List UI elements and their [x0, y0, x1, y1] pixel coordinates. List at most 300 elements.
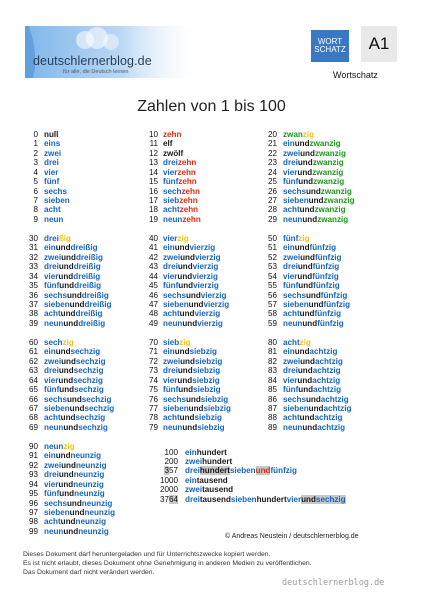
number-row [0, 338, 423, 347]
word-part: vier [283, 167, 298, 177]
word-part: und [63, 422, 79, 432]
numeral: 16 [148, 186, 158, 196]
numeral: 6 [33, 186, 38, 196]
numeral: 357 [164, 466, 178, 476]
word-part: tausend [199, 494, 231, 504]
word-part: dreißig [73, 262, 101, 272]
word-part: neunzig [73, 470, 105, 480]
word-part: und [294, 243, 310, 253]
number-row [0, 253, 423, 262]
numeral: 21 [267, 139, 277, 149]
numeral: 83 [267, 366, 277, 376]
word-part: zig [179, 338, 191, 347]
word-part: zwei [283, 252, 301, 262]
word-part: sechzig [75, 356, 106, 366]
number-row [0, 404, 423, 413]
numeral: 84 [267, 375, 277, 385]
number-word [283, 243, 336, 252]
word-part: sechs [283, 186, 306, 196]
word-part: und [185, 290, 201, 300]
word-part: siebzig [192, 366, 221, 376]
word-part: acht [283, 338, 300, 347]
word-part: sechzig [78, 422, 108, 432]
number-row [0, 423, 423, 432]
number-row [0, 485, 423, 494]
word-part: sechs [283, 290, 306, 300]
word-part: achtzig [312, 375, 341, 385]
number-word [283, 158, 344, 167]
numeral: 87 [267, 403, 277, 413]
word-part: siebzig [192, 375, 220, 385]
word-part: und [308, 299, 324, 309]
word-part: sechs [44, 394, 67, 404]
word-part: hundert [196, 447, 227, 457]
number-word [283, 187, 352, 196]
number-word [283, 281, 340, 290]
numeral: 94 [28, 479, 38, 489]
numeral: 24 [267, 167, 277, 177]
word-part: neun [283, 422, 303, 432]
word-part: und [305, 290, 321, 300]
word-part: zehn [178, 177, 197, 187]
word-part: neunzig [81, 498, 113, 508]
word-part: acht [44, 517, 61, 527]
word-part: sechzig [84, 403, 115, 413]
word-part: zwei [283, 356, 301, 366]
word-part: und [297, 262, 313, 272]
number-row [0, 527, 423, 536]
word-part: drei [163, 262, 178, 272]
numeral: 34 [28, 271, 38, 281]
number-word [283, 272, 339, 281]
word-part: dreißig [81, 290, 109, 300]
number-word [283, 338, 311, 347]
numeral: 48 [148, 309, 158, 319]
word-part: zwanzig [314, 205, 346, 215]
word-part: drei [185, 494, 200, 504]
word-part: und [298, 281, 314, 291]
word-part: neun [163, 422, 183, 432]
numeral: 59 [267, 318, 277, 328]
word-part: zwei [163, 252, 181, 262]
numeral: 41 [148, 243, 158, 253]
word-part: und [188, 299, 204, 309]
number-word [283, 357, 343, 366]
word-part: zehn [181, 186, 200, 196]
word-part: neunzig [75, 517, 107, 527]
number-row [0, 309, 423, 318]
word-part: vier [44, 375, 59, 385]
word-part: fünfzig [312, 271, 339, 281]
wortschatz-badge [311, 30, 349, 62]
word-part: achtzig [313, 385, 342, 395]
word-part: siebzig [189, 347, 217, 357]
number-word [283, 404, 351, 413]
word-part: sechs [44, 186, 67, 196]
word-part: und [69, 299, 85, 309]
word-part: und [182, 318, 198, 328]
word-part: und [308, 195, 324, 205]
numeral: 10 [148, 130, 158, 139]
word-part: fünf [283, 177, 299, 187]
word-part: hundert [199, 466, 230, 476]
numeral: 45 [148, 281, 158, 291]
number-row [0, 517, 423, 526]
word-part: acht [44, 413, 61, 423]
numeral: 19 [148, 214, 158, 224]
word-part: drei [44, 158, 59, 168]
word-part: neun [44, 318, 64, 328]
numeral: 57 [267, 299, 277, 309]
number-row [0, 385, 423, 394]
numeral: 90 [28, 442, 38, 451]
word-part: acht [163, 309, 180, 319]
word-part: achtzig [314, 356, 343, 366]
word-part: fünfzig [312, 262, 340, 272]
word-part: und [55, 347, 71, 357]
word-part: zwei [44, 356, 62, 366]
numeral: 91 [28, 451, 38, 461]
word-part: drei [44, 470, 59, 480]
word-part: und [305, 186, 321, 196]
numeral: 92 [28, 460, 38, 470]
site-name: deutschlernerblog.de [33, 54, 152, 68]
number-word [283, 291, 347, 300]
word-part: und [299, 309, 315, 319]
word-part: acht [163, 413, 180, 423]
word-part: und [300, 148, 315, 158]
word-part: sechzig [315, 494, 346, 504]
word-part: sechzig [70, 347, 101, 357]
word-part: und [185, 394, 201, 404]
word-part: acht [283, 309, 300, 319]
word-part: dreißig [84, 299, 112, 309]
word-part: und [298, 385, 314, 395]
word-part: sieben [44, 195, 70, 205]
numeral: 43 [148, 262, 158, 272]
number-word [185, 495, 346, 504]
word-part: und [299, 205, 315, 215]
footer-note-2: Es ist nicht erlaubt, dieses Dokument ohne Genehmigung in anderen Medien zu veröffentlichen. [23, 560, 312, 567]
word-part: dreißig [73, 271, 101, 281]
site-logo [25, 26, 203, 78]
word-part: fünf [283, 234, 299, 243]
numeral: 5 [33, 177, 38, 187]
number-row [0, 262, 423, 271]
number-row [0, 149, 423, 158]
number-row [0, 395, 423, 404]
word-part: drei [163, 366, 178, 376]
word-part: achtzig [312, 366, 341, 376]
numeral: 27 [267, 195, 277, 205]
numeral: 81 [267, 347, 277, 357]
word-part: zwei [185, 485, 203, 495]
word-part: fünfzig [320, 290, 348, 300]
word-part: sieben [44, 507, 70, 517]
word-part: neun [283, 318, 303, 328]
numeral: 51 [267, 243, 277, 253]
word-part: und [305, 394, 321, 404]
word-part: und [63, 526, 79, 536]
numeral: 47 [148, 299, 158, 309]
numeral: 4 [33, 167, 38, 177]
word-part: und [61, 252, 76, 262]
word-part: neunzig [78, 526, 109, 536]
number-row [0, 243, 423, 252]
word-part: sieben [283, 299, 309, 309]
word-part: ein [283, 139, 295, 149]
word-part: und [178, 385, 194, 395]
word-part: sech [44, 338, 63, 347]
number-row [0, 291, 423, 300]
number-row [0, 158, 423, 167]
number-word [44, 527, 109, 536]
numeral: 30 [28, 234, 38, 243]
numeral: 3764 [159, 494, 178, 504]
numeral: 95 [28, 489, 38, 499]
number-word [44, 517, 106, 526]
word-part: und [294, 139, 310, 149]
word-part: ßig [58, 234, 71, 243]
number-word [283, 177, 344, 186]
number-word [283, 168, 343, 177]
numeral: 40 [148, 234, 158, 243]
badge-line-2: SCHATZ [314, 45, 346, 54]
number-word [283, 196, 355, 205]
numeral: 72 [148, 356, 158, 366]
word-part: vier [286, 494, 302, 504]
numeral: 13 [148, 158, 158, 168]
numeral: 18 [148, 205, 158, 215]
numeral: 93 [28, 470, 38, 480]
word-part: sieben [230, 494, 257, 504]
word-part: und [179, 413, 195, 423]
word-part: sieben [229, 466, 256, 476]
word-part: achtzig [314, 413, 343, 423]
word-part: und [59, 281, 75, 291]
word-part: zwei [163, 356, 181, 366]
word-part: und [302, 422, 318, 432]
word-part: sieb [163, 338, 180, 347]
number-row [0, 448, 423, 457]
number-row [0, 139, 423, 148]
word-part: und [299, 413, 315, 423]
word-part: fünf [44, 281, 60, 291]
badge-line-1: WORT [317, 37, 343, 46]
number-word [283, 234, 310, 243]
word-part: und [301, 494, 316, 504]
number-word [283, 139, 341, 148]
word-part: und [178, 281, 194, 291]
numeral: 7 [33, 195, 38, 205]
number-word [283, 300, 350, 309]
word-part: zwanzig [312, 158, 344, 168]
numeral: 77 [148, 403, 158, 413]
number-word [185, 457, 232, 466]
numeral: 15 [148, 177, 158, 187]
word-part: fünf [283, 281, 299, 291]
word-part: dreißig [74, 281, 102, 291]
numeral: 23 [267, 158, 277, 168]
word-part: acht [44, 309, 61, 319]
number-word [283, 215, 348, 224]
word-part: zwei [44, 252, 62, 262]
word-part: neun [44, 526, 64, 536]
word-part: sieben [163, 403, 189, 413]
word-part: zehn [182, 214, 201, 224]
numeral: 98 [28, 517, 38, 527]
word-part: neun [44, 442, 64, 451]
numeral: 66 [28, 394, 38, 404]
word-part: vierzig [192, 271, 218, 281]
word-part: zwanzig [309, 139, 341, 149]
number-word [185, 466, 297, 475]
number-row [0, 376, 423, 385]
numeral: 17 [148, 195, 158, 205]
word-part: sieben [163, 299, 189, 309]
word-part: drei [185, 466, 200, 476]
word-part: ein [44, 347, 56, 357]
word-part: ein [44, 451, 56, 461]
numeral: 56 [267, 290, 277, 300]
word-part: sechs [44, 498, 67, 508]
word-part: sieben [44, 299, 70, 309]
word-part: zwanzig [320, 186, 352, 196]
numeral: 22 [267, 148, 277, 158]
numeral: 70 [148, 338, 158, 347]
numeral: 55 [267, 281, 277, 291]
numeral: 20 [267, 130, 277, 139]
word-part: und [63, 318, 79, 328]
word-part: und [182, 422, 198, 432]
numeral: 33 [28, 262, 38, 272]
number-word [283, 149, 346, 158]
word-part: fünf [163, 385, 179, 395]
numeral: 88 [267, 413, 277, 423]
word-part: zig [177, 234, 189, 243]
numeral: 67 [28, 403, 38, 413]
word-part: dreißig [75, 252, 103, 262]
word-part: sechzig [75, 413, 106, 423]
word-part: sechs [163, 290, 186, 300]
word-part: neun [44, 422, 64, 432]
word-part: neunzig [75, 460, 107, 470]
numeral: 78 [148, 413, 158, 423]
numeral: 96 [28, 498, 38, 508]
word-part: achtzig [317, 422, 346, 432]
word-part: und [177, 271, 193, 281]
word-part: siebzig [194, 413, 222, 423]
word-part: ein [283, 243, 295, 253]
word-part: und [59, 385, 75, 395]
word-part: fünf [44, 489, 60, 499]
word-part: und [188, 403, 204, 413]
word-part: achtzig [323, 403, 352, 413]
word-part: fünfzig [317, 318, 344, 328]
word-part: und [58, 479, 74, 489]
word-part: zwölf [163, 148, 184, 158]
number-row [0, 457, 423, 466]
word-part: zehn [179, 195, 198, 205]
word-part: siebzig [200, 394, 229, 404]
word-part: siebzig [194, 356, 223, 366]
word-part: fünf [163, 281, 179, 291]
word-part: fünf [44, 385, 60, 395]
word-part: und [58, 375, 74, 385]
word-part: dreißig [78, 318, 106, 328]
word-part: und [59, 489, 75, 499]
number-word [283, 395, 349, 404]
numeral: 80 [267, 338, 277, 347]
number-word [283, 262, 339, 271]
numeral: 99 [28, 526, 38, 536]
word-part: zwanzig [323, 195, 355, 205]
number-row [0, 347, 423, 356]
word-part: und [177, 375, 193, 385]
number-word [185, 485, 233, 494]
word-part: drei [44, 366, 59, 376]
numeral: 3 [33, 158, 38, 168]
numeral: 37 [28, 299, 38, 309]
word-part: acht [163, 205, 180, 215]
numeral: 1 [33, 139, 38, 149]
number-row [0, 357, 423, 366]
word-part: sieb [163, 195, 180, 205]
word-part: vierzig [194, 252, 221, 262]
word-part: zehn [177, 158, 197, 168]
number-row [0, 466, 423, 475]
numeral: 28 [267, 205, 277, 215]
numeral: 53 [267, 262, 277, 272]
word-part: ein [185, 475, 197, 485]
word-part: neun [163, 214, 183, 224]
word-part: und [66, 290, 82, 300]
number-row [0, 413, 423, 422]
word-part: vier [283, 271, 298, 281]
number-row [0, 366, 423, 375]
numeral: 2000 [159, 485, 178, 495]
numeral: 100 [164, 447, 178, 457]
word-part: sieben [44, 403, 70, 413]
numeral: 71 [148, 347, 158, 357]
word-part: fünf [44, 177, 60, 187]
word-part: sechzig [74, 385, 104, 395]
numeral: 2 [33, 148, 38, 158]
word-part: drei [283, 158, 298, 168]
number-row [0, 508, 423, 517]
numeral: 58 [267, 309, 277, 319]
footer-note-3: Das Dokument darf nicht verändert werden. [23, 569, 155, 576]
word-part: und [297, 271, 313, 281]
word-part: eins [44, 139, 61, 149]
numeral: 38 [28, 309, 38, 319]
numeral: 12 [148, 148, 158, 158]
numeral: 65 [28, 385, 38, 395]
word-part: und [55, 243, 71, 253]
number-row [0, 319, 423, 328]
word-part: fünfzig [314, 309, 342, 319]
word-part: und [302, 318, 318, 328]
number-word [283, 205, 346, 214]
numeral: 63 [28, 366, 38, 376]
word-part: und [58, 470, 74, 480]
word-part: und [179, 309, 195, 319]
word-part: sechzig [81, 394, 112, 404]
number-word [283, 319, 344, 328]
word-part: und [69, 507, 85, 517]
word-part: und [60, 517, 76, 527]
number-word [283, 309, 341, 318]
